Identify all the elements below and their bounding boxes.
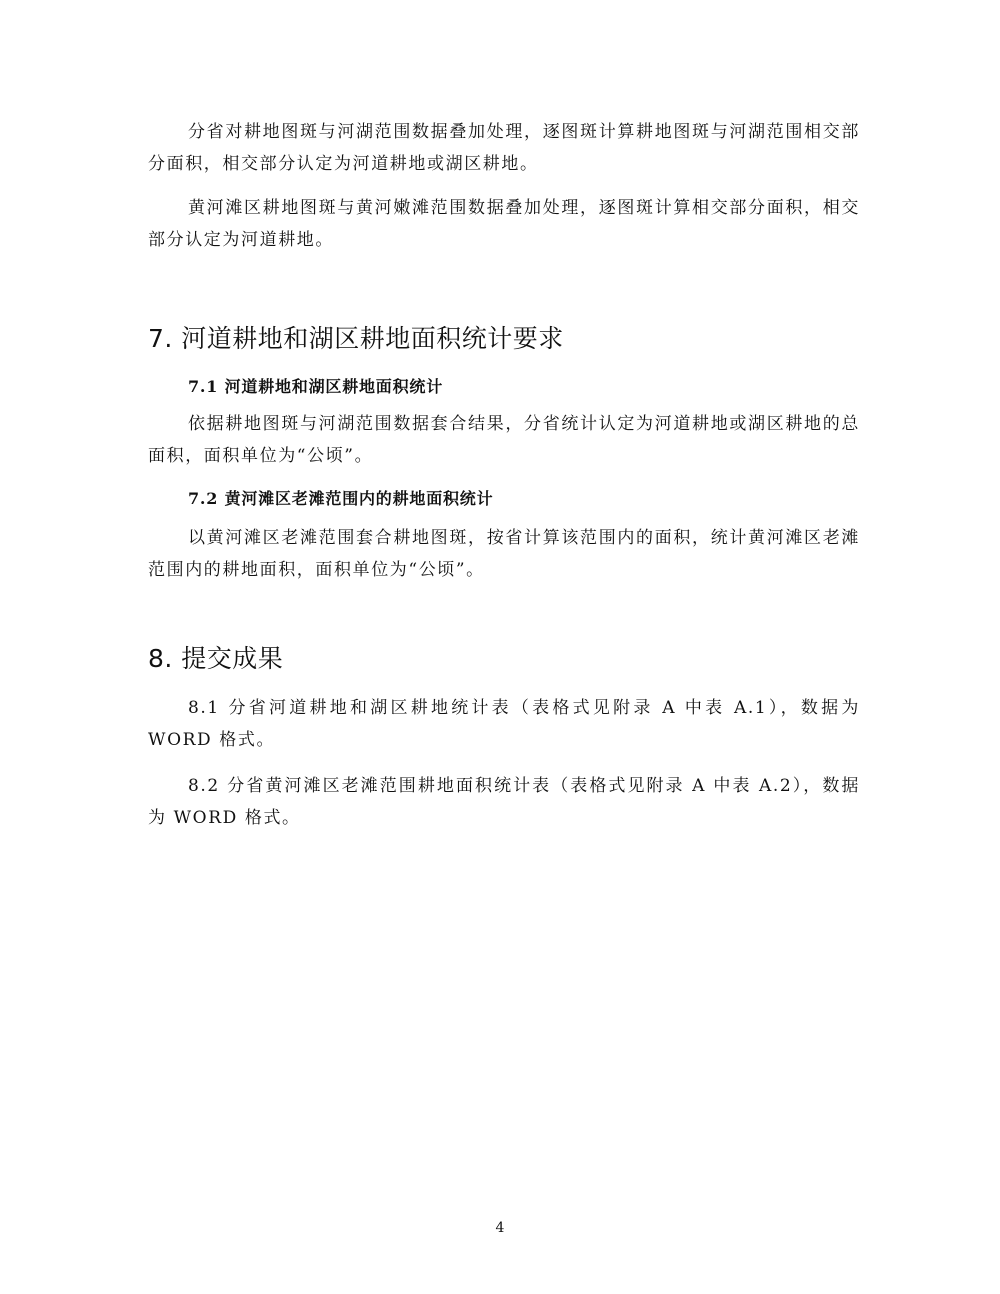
deliverable-8-2: 8.2 分省黄河滩区老滩范围耕地面积统计表（表格式见附录 A 中表 A.2），数据为 WORD 格式。 — [148, 776, 860, 828]
subsection-7-2-heading: 7.2 黄河滩区老滩范围内的耕地面积统计 — [188, 489, 494, 508]
section-7-heading: 7. 河道耕地和湖区耕地面积统计要求 — [148, 324, 564, 353]
section-8-heading: 8. 提交成果 — [148, 644, 284, 673]
paragraph-7-1: 依据耕地图斑与河湖范围数据套合结果，分省统计认定为河道耕地或湖区耕地的总面积，面积单位为“公顷”。 — [148, 414, 860, 466]
page-number: 4 — [495, 1220, 505, 1236]
paragraph-yellow-river-process: 黄河滩区耕地图斑与黄河嫩滩范围数据叠加处理，逐图斑计算相交部分面积，相交部分认定为河道耕地。 — [148, 198, 860, 250]
deliverable-8-1: 8.1 分省河道耕地和湖区耕地统计表（表格式见附录 A 中表 A.1），数据为 WORD 格式。 — [148, 698, 860, 750]
paragraph-overlay-process: 分省对耕地图斑与河湖范围数据叠加处理，逐图斑计算耕地图斑与河湖范围相交部分面积，相交部分认定为河道耕地或湖区耕地。 — [148, 122, 860, 174]
paragraph-7-2: 以黄河滩区老滩范围套合耕地图斑，按省计算该范围内的面积，统计黄河滩区老滩范围内的耕地面积，面积单位为“公顷”。 — [148, 528, 860, 580]
subsection-7-1-heading: 7.1 河道耕地和湖区耕地面积统计 — [188, 377, 444, 396]
